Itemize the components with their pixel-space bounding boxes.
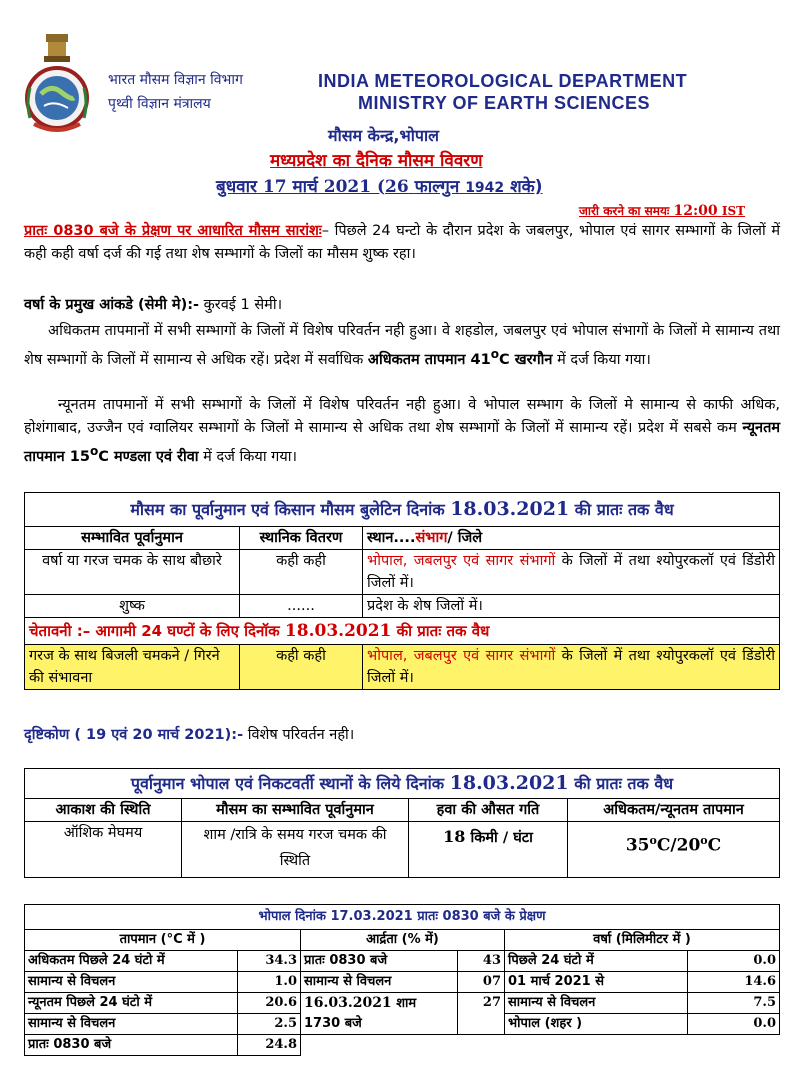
date-saka-year: 1942 xyxy=(465,180,505,196)
warning-pre: चेतावनी :– आगामी xyxy=(29,622,136,640)
temp-label: प्रातः 0830 बजे xyxy=(25,1035,238,1056)
row1-location-rest: के जिलों में तथा श्योपुरकलॉ एवं डिंडोरी जिलों में। xyxy=(367,553,776,591)
rain-value: 0.0 xyxy=(688,951,780,972)
hum-date: 16.03.2021 xyxy=(304,995,392,1011)
date-saka-num: 26 xyxy=(385,177,409,197)
imd-emblem xyxy=(16,28,100,140)
row2-distribution: ...... xyxy=(240,595,363,618)
sky-value: ऑशिक मेघमय xyxy=(25,822,182,878)
temp-max-degree: o xyxy=(649,834,657,847)
row1-distribution: कही कही xyxy=(240,550,363,595)
met-centre: मौसम केन्द्र,भोपाल xyxy=(328,126,439,145)
hindi-ministry: पृथ्वी विज्ञान मंत्रालय xyxy=(108,96,211,112)
hum-label: सामान्य से विचलन xyxy=(301,972,458,993)
row2-forecast: शुष्क xyxy=(25,595,240,618)
humidity-section-header: आर्द्रता (% में) xyxy=(301,930,505,951)
temp-header: अधिकतम/न्यूनतम तापमान xyxy=(568,799,780,822)
temp-value: 20.6 xyxy=(238,993,301,1014)
table-row xyxy=(25,645,780,690)
hum-label: प्रातः 0830 बजे xyxy=(301,951,458,972)
forecast-title xyxy=(25,493,780,527)
hum-value: 43 xyxy=(458,951,505,972)
rain-value: 14.6 xyxy=(688,972,780,993)
warning-date: 18.03.2021 xyxy=(284,621,392,641)
wind-value xyxy=(409,822,568,878)
max-temp-text-2: में दर्ज किया गया। xyxy=(557,351,651,368)
wind-speed: 18 xyxy=(443,827,466,846)
temp-min: 20 xyxy=(676,835,701,856)
bhopal-forecast-table xyxy=(24,768,780,878)
col-location-b: संभाग xyxy=(415,530,448,546)
forecast-title-pre: मौसम का पूर्वानुमान एवं किसान मौसम बुलेटिन दिनांक xyxy=(130,500,445,519)
warning-location-red: भोपाल, जबलपुर एवं सागर संभागों xyxy=(367,648,556,664)
table-row xyxy=(25,1035,780,1056)
bhopal-title-pre: पूर्वानुमान भोपाल एवं निकटवर्ती स्थानों के लिये दिनांक xyxy=(130,774,445,793)
warning-location-rest: के जिलों में तथा श्योपुरकलॉ एवं डिंडोरी जिलों में। xyxy=(367,648,776,686)
emblem-icon xyxy=(16,28,100,140)
wind-unit: किमी / घंटा xyxy=(470,830,533,846)
temp-min-unit: C xyxy=(707,835,722,856)
warning-distribution: कही कही xyxy=(240,645,363,690)
bhopal-title-post: की प्रातः तक वैध xyxy=(574,774,674,793)
temp-value: 1.0 xyxy=(238,972,301,993)
max-temp-paragraph xyxy=(24,320,780,372)
temp-value: 24.8 xyxy=(238,1035,301,1056)
rain-paragraph xyxy=(24,294,780,317)
warning-row xyxy=(25,618,780,645)
max-temp-place: C खरगौन xyxy=(499,351,553,368)
min-temp-text-2: में दर्ज किया गया। xyxy=(203,448,298,465)
bhopal-forecast-title xyxy=(25,769,780,799)
issue-label: जारी करने का समयः xyxy=(579,204,670,218)
max-temp-text-1: अधिकतम तापमानों में सभी सम्भागों के जिलों में विशेष परिवर्तन नही हुआ। वे शहडोल, जबलपुर एवं भोपाल संभागों के जिलों मे सामान्य तथा शेष सम्भागों के जिलों में सामान्य से अधिक रहें। प्रदेश में सर्वाधिक xyxy=(24,323,780,368)
outlook xyxy=(24,724,354,744)
row1-location-red: भोपाल, जबलपुर एवं सागर संभागों xyxy=(367,553,556,569)
rain-value: 0.0 xyxy=(688,1014,780,1035)
outlook-text: विशेष परिवर्तन नही। xyxy=(247,727,355,743)
col-forecast-header: सम्भावित पूर्वानुमान xyxy=(25,527,240,550)
rain-label: सामान्य से विचलन xyxy=(505,993,688,1014)
temp-max: 35 xyxy=(625,835,650,856)
forecast-table xyxy=(24,492,780,690)
date-weekday: बुधवार xyxy=(216,177,257,197)
observation-title: भोपाल दिनांक 17.03.2021 प्रातः 0830 बजे के प्रेक्षण xyxy=(25,905,780,930)
warning-post: की प्रातः तक वैध xyxy=(396,622,490,640)
min-temp-label: न्यूनतम तापमान 15 xyxy=(24,420,780,465)
english-ministry: MINISTRY OF EARTH SCIENCES xyxy=(358,93,651,113)
issue-time xyxy=(579,202,745,219)
table-row xyxy=(25,993,780,1014)
date-main: 17 मार्च 2021 ( xyxy=(262,177,386,197)
outlook-label: दृष्टिकोण ( 19 एवं 20 मार्च 2021):- xyxy=(24,727,244,743)
wind-header: हवा की औसत गति xyxy=(409,799,568,822)
date-saka-month: फाल्गुन xyxy=(414,177,460,197)
forecast-title-date: 18.03.2021 xyxy=(450,498,570,520)
rain-label: पिछले 24 घंटो में xyxy=(505,951,688,972)
temp-label: न्यूनतम पिछले 24 घंटो में xyxy=(25,993,238,1014)
temp-section-header: तापमान (°C में ) xyxy=(25,930,301,951)
row2-location: प्रदेश के शेष जिलों में। xyxy=(363,595,780,618)
warning-mid: 24 घण्टों के लिए दिनॉक xyxy=(141,622,280,640)
hum-value: 27 xyxy=(458,993,505,1035)
bhopal-title-date: 18.03.2021 xyxy=(449,772,569,794)
table-row xyxy=(25,550,780,595)
rain-text: कुरवई 1 सेमी। xyxy=(203,297,283,313)
col-location-header xyxy=(363,527,780,550)
rain-value: 7.5 xyxy=(688,993,780,1014)
weather-value: शाम /रात्रि के समय गरज चमक की स्थिति xyxy=(182,822,409,878)
hindi-department: भारत मौसम विज्ञान विभाग xyxy=(108,72,243,88)
min-temp-degree: o xyxy=(89,444,99,458)
temp-label: अधिकतम पिछले 24 घंटो में xyxy=(25,951,238,972)
summary-heading: प्रातः 0830 बजे के प्रेक्षण पर आधारित मौसम सारांशः xyxy=(24,223,322,239)
observation-table xyxy=(24,904,780,1056)
min-temp-paragraph xyxy=(24,394,780,469)
temp-max-unit: C xyxy=(656,835,671,856)
rain-label: भोपाल (शहर ) xyxy=(505,1014,688,1035)
summary-text: – पिछले 24 घन्टो के दौरान प्रदेश के जबलपुर, भोपाल एवं सागर सम्भागों के जिलों में कही कही वर्षा दर्ज की गई तथा शेष सम्भागों के जिलों का मौसम शुष्क रहा। xyxy=(24,223,780,262)
col-location-a: स्थान.... xyxy=(367,530,416,546)
weather-header: मौसम का सम्भावित पूर्वानुमान xyxy=(182,799,409,822)
temp-label: सामान्य से विचलन xyxy=(25,972,238,993)
warning-forecast: गरज के साथ बिजली चमकने / गिरने की संभावना xyxy=(25,645,240,690)
page-title: मध्यप्रदेश का दैनिक मौसम विवरण xyxy=(270,151,483,171)
table-row xyxy=(25,951,780,972)
hum-time: शाम 1730 बजे xyxy=(304,996,417,1031)
row1-location xyxy=(363,550,780,595)
sky-header: आकाश की स्थिति xyxy=(25,799,182,822)
max-temp-highlight xyxy=(367,347,553,368)
warning-location xyxy=(363,645,780,690)
col-distribution-header: स्थानिक वितरण xyxy=(240,527,363,550)
english-department: INDIA METEOROLOGICAL DEPARTMENT xyxy=(318,71,688,91)
table-row xyxy=(25,595,780,618)
issue-zone: IST xyxy=(721,204,746,218)
report-date xyxy=(216,174,542,197)
issue-time-value: 12:00 xyxy=(673,203,718,219)
rain-label: 01 मार्च 2021 से xyxy=(505,972,688,993)
min-temp-place: C मण्डला एवं रीवा xyxy=(98,448,199,465)
hum-value: 07 xyxy=(458,972,505,993)
temp-value: 34.3 xyxy=(238,951,301,972)
row1-forecast: वर्षा या गरज चमक के साथ बौछारे xyxy=(25,550,240,595)
summary-paragraph xyxy=(24,220,780,266)
max-temp-label: अधिकतम तापमान 41 xyxy=(367,351,491,368)
max-temp-degree: o xyxy=(490,347,500,361)
rain-section-header: वर्षा (मिलिमीटर में ) xyxy=(505,930,780,951)
table-row xyxy=(25,972,780,993)
temp-min-degree: o xyxy=(700,834,708,847)
col-location-c: / जिले xyxy=(447,530,483,546)
rain-heading: वर्षा के प्रमुख आंकडे (सेमी मे):- xyxy=(24,297,200,313)
forecast-title-post: की प्रातः तक वैध xyxy=(574,500,674,519)
temp-value: 35$^o$C/20$^o$C xyxy=(568,822,780,878)
hum-label xyxy=(301,993,458,1035)
temp-value: 2.5 xyxy=(238,1014,301,1035)
min-temp-text-1: न्यूनतम तापमानों में सभी सम्भागों के जिलों में विशेष परिवर्तन नही हुआ। वे भोपाल सम्भाग के जिलों मे सामान्य से काफी अधिक, होशंगाबाद, उज्जैन एवं ग्वालियर सम्भागों के जिलों मे सामान्य से अधिक तथा शेष सम्भागों के जिलों में सामान्य रहें। प्रदेश में सबसे कम xyxy=(24,397,780,436)
date-saka-word: शके) xyxy=(510,177,543,197)
temp-label: सामान्य से विचलन xyxy=(25,1014,238,1035)
